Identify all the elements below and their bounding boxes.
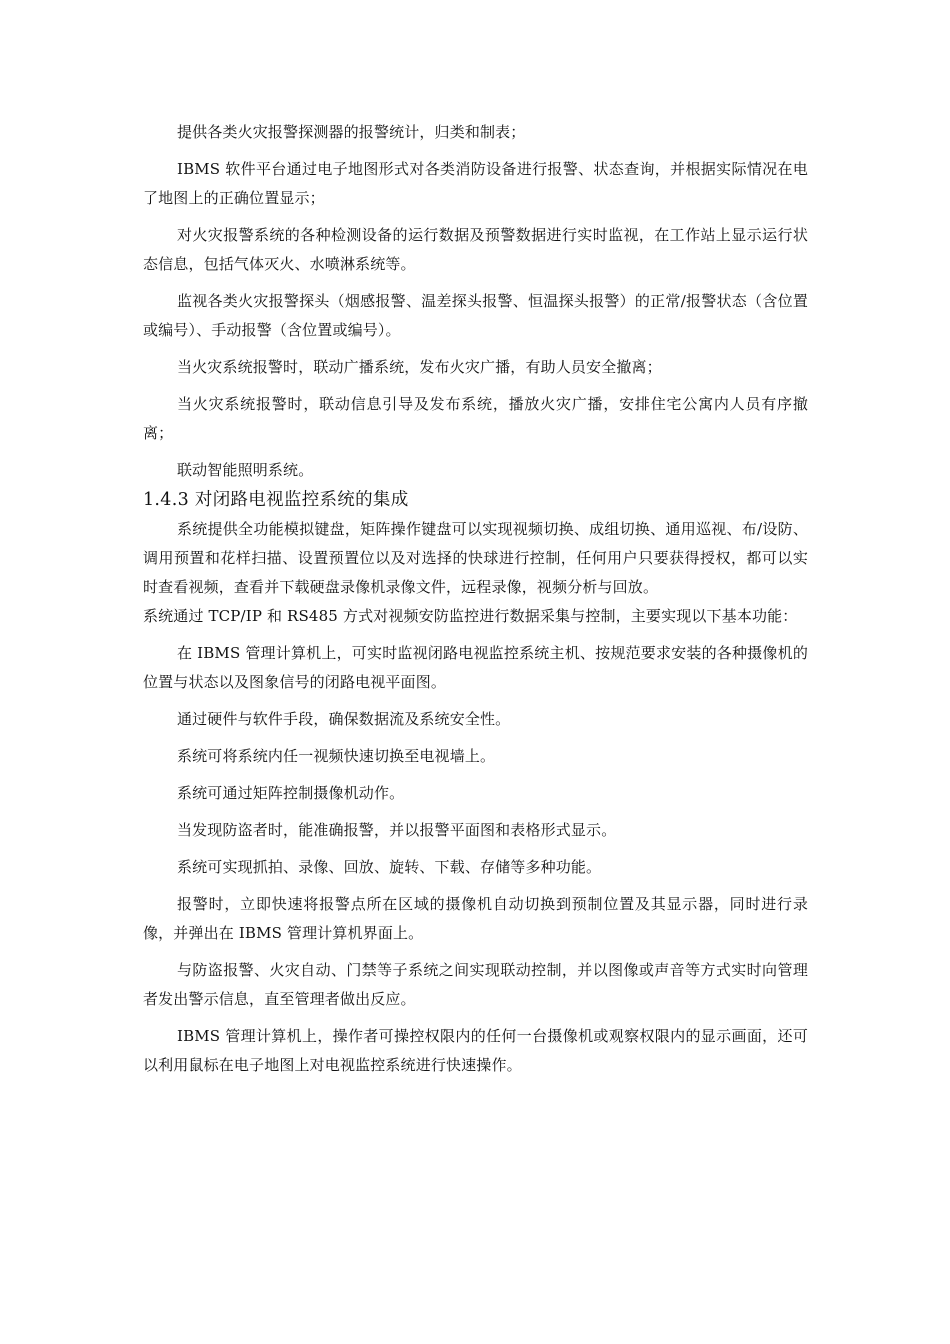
paragraph: 在 IBMS 管理计算机上，可实时监视闭路电视监控系统主机、按规范要求安装的各种摄像机的位置与状态以及图象信号的闭路电视平面图。	[143, 644, 808, 691]
document-body	[143, 118, 808, 1080]
paragraph: 当发现防盗者时，能准确报警，并以报警平面图和表格形式显示。	[177, 821, 617, 839]
paragraph: 提供各类火灾报警探测器的报警统计，归类和制表；	[177, 123, 526, 141]
section-heading: 1.4.3 对闭路电视监控系统的集成	[143, 490, 409, 510]
paragraph: 通过硬件与软件手段，确保数据流及系统安全性。	[177, 710, 511, 728]
paragraph: 系统通过 TCP/IP 和 RS485 方式对视频安防监控进行数据采集与控制，主要实现以下基本功能：	[143, 607, 798, 625]
paragraph: 监视各类火灾报警探头（烟感报警、温差探头报警、恒温探头报警）的正常/报警状态（含位置或编号）、手动报警（含位置或编号）。	[143, 292, 808, 339]
paragraph: 当火灾系统报警时，联动广播系统，发布火灾广播，有助人员安全撤离；	[177, 358, 662, 376]
paragraph: 系统可实现抓拍、录像、回放、旋转、下载、存储等多种功能。	[177, 858, 602, 876]
paragraph: IBMS 管理计算机上，操作者可操控权限内的任何一台摄像机或观察权限内的显示画面，还可以利用鼠标在电子地图上对电视监控系统进行快速操作。	[143, 1027, 808, 1074]
paragraph: 当火灾系统报警时，联动信息引导及发布系统，播放火灾广播，安排住宅公寓内人员有序撤离；	[143, 395, 808, 442]
paragraph: 系统可通过矩阵控制摄像机动作。	[177, 784, 405, 802]
paragraph: 系统可将系统内任一视频快速切换至电视墙上。	[177, 747, 496, 765]
paragraph: 联动智能照明系统。	[177, 461, 314, 479]
paragraph: 与防盗报警、火灾自动、门禁等子系统之间实现联动控制，并以图像或声音等方式实时向管理者发出警示信息，直至管理者做出反应。	[143, 961, 808, 1008]
paragraph: 报警时，立即快速将报警点所在区域的摄像机自动切换到预制位置及其显示器，同时进行录像，并弹出在 IBMS 管理计算机界面上。	[143, 895, 808, 942]
paragraph: 对火灾报警系统的各种检测设备的运行数据及预警数据进行实时监视，在工作站上显示运行状态信息，包括气体灭火、水喷淋系统等。	[143, 226, 808, 273]
paragraph: IBMS 软件平台通过电子地图形式对各类消防设备进行报警、状态查询，并根据实际情况在电了地图上的正确位置显示；	[143, 160, 808, 207]
paragraph: 系统提供全功能模拟键盘，矩阵操作键盘可以实现视频切换、成组切换、通用巡视、布/设防、调用预置和花样扫描、设置预置位以及对选择的快球进行控制，任何用户只要获得授权，都可以实时查看视频，查看并下载硬盘录像机录像文件，远程录像，视频分析与回放。	[143, 520, 808, 596]
